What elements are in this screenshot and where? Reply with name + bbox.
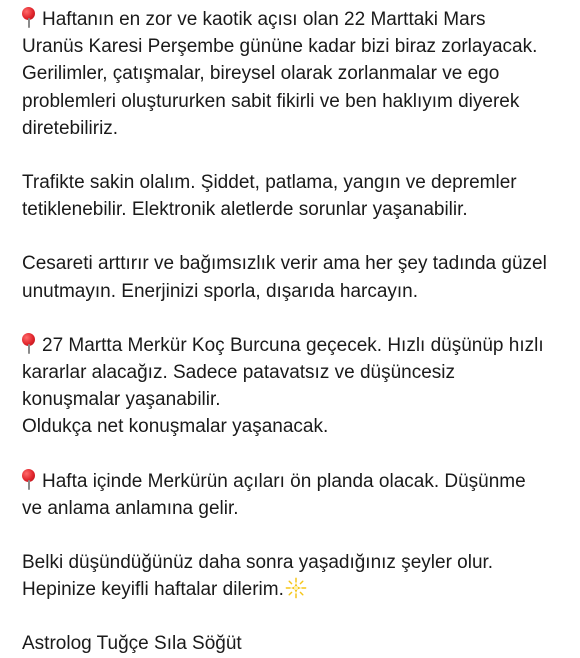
paragraph-text: Haftanın en zor ve kaotik açısı olan 22 Marttaki Mars Uranüs Karesi Perşembe gününe kadar bizi biraz zorlayacak. Gerilimler, çatışmalar, bireysel olarak zorlanmalar ve ego problemleri oluştururken sabit fikirli ve ben haklıyım diyerek diretebiliriz. bbox=[22, 9, 538, 139]
glowing-star-icon bbox=[285, 577, 307, 599]
paragraph-text: Hafta içinde Merkürün açıları ön planda olacak. Düşünme ve anlama anlamına gelir. bbox=[22, 470, 526, 519]
paragraph-text: Cesareti arttırır ve bağımsızlık verir ama her şey tadında güzel unutmayın. Enerjinizi sporla, dışarıda harcayın. bbox=[22, 253, 547, 302]
paragraph-text: Trafikte sakin olalım. Şiddet, patlama, yangın ve depremler tetiklenebilir. Elektronik aletlerde sorunlar yaşanabilir. bbox=[22, 172, 517, 221]
paragraph-wishes bbox=[22, 549, 570, 603]
paragraph-text: Belki düşündüğünüz daha sonra yaşadığınız şeyler olur. Hepinize keyifli haftalar dilerim. bbox=[22, 552, 494, 601]
round-pushpin-icon bbox=[22, 7, 36, 28]
paragraph-mars-uranus bbox=[22, 6, 570, 142]
paragraph-mercury-aries bbox=[22, 332, 570, 441]
round-pushpin-icon bbox=[22, 469, 36, 490]
paragraph-mercury-aspects bbox=[22, 468, 570, 522]
signature: Astrolog Tuğçe Sıla Söğüt bbox=[22, 633, 242, 655]
paragraph-text: 27 Martta Merkür Koç Burcuna geçecek. Hızlı düşünüp hızlı kararlar alacağız. Sadece patavatsız ve düşüncesiz konuşmalar yaşanabilir. Oldukça net konuşmalar yaşanacak. bbox=[22, 334, 544, 438]
paragraph-courage bbox=[22, 250, 570, 304]
round-pushpin-icon bbox=[22, 333, 36, 354]
paragraph-traffic bbox=[22, 169, 570, 223]
